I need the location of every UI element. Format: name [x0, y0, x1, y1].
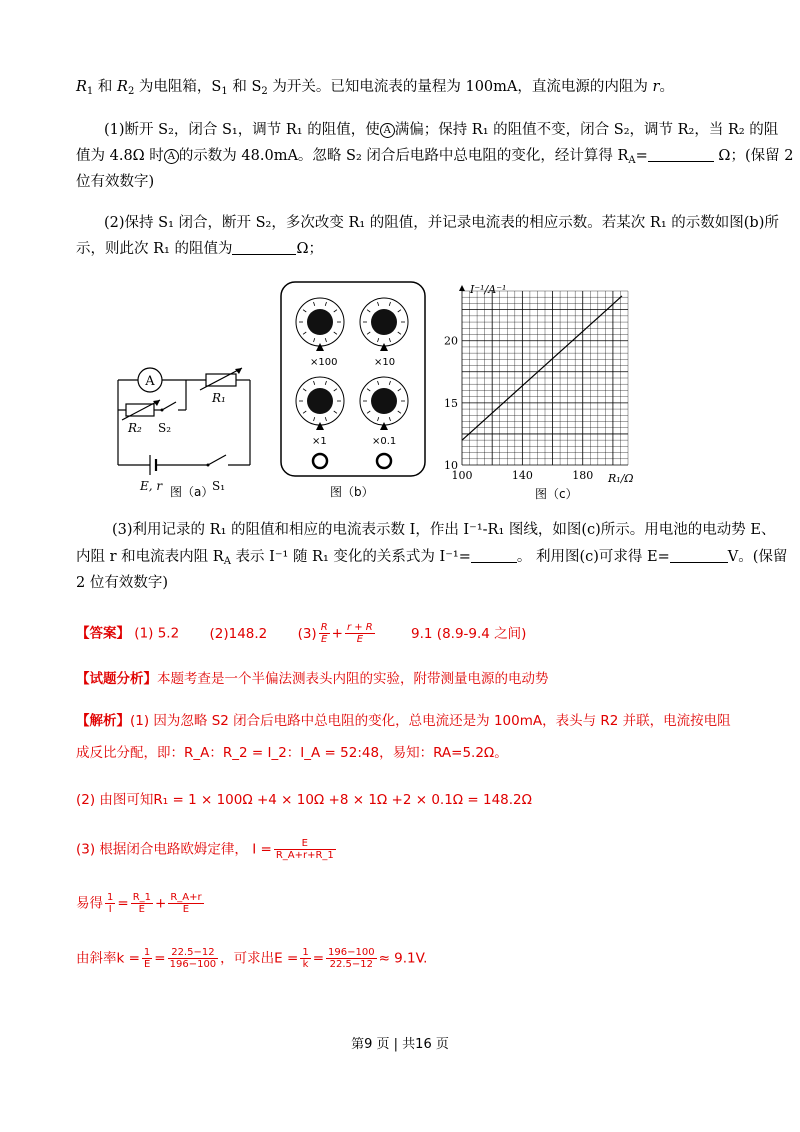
- equals-sign: =: [312, 950, 324, 967]
- solution-text: I =: [252, 841, 272, 858]
- x-tick-label: 100: [451, 469, 473, 482]
- q3-line1: [112, 520, 776, 540]
- ammeter-label: A: [145, 374, 155, 389]
- text: 为开关。已知电流表的量程为 100mA，直流电源的内阻为: [267, 79, 653, 95]
- fraction: [274, 838, 336, 861]
- mult-10-label: ×10: [374, 357, 396, 368]
- q1-text: 的示数为 48.0mA。忽略 S₂ 闭合后电路中总电阻的变化，经计算得 R: [178, 148, 629, 164]
- text: 和: [93, 79, 118, 95]
- r-symbol: r: [652, 79, 660, 95]
- plus-sign: +: [155, 895, 167, 912]
- q1-text: =: [635, 148, 648, 164]
- graph-c: [436, 283, 646, 488]
- fraction: [131, 892, 153, 915]
- solution-text: (3) 根据闭合电路欧姆定律，: [76, 841, 248, 858]
- fraction: [345, 622, 375, 645]
- q3-text: V。(保留: [727, 549, 788, 565]
- denominator: 22.5−12: [329, 959, 373, 970]
- figure-a-caption: 图（a）: [170, 485, 214, 499]
- sub: 2: [261, 86, 268, 97]
- sub: A: [223, 556, 231, 567]
- resistance-box: [280, 281, 426, 477]
- denominator: E: [321, 634, 328, 645]
- figure-c-caption: 图（c）: [535, 487, 578, 501]
- equals-sign: =: [154, 950, 166, 967]
- denominator: k: [302, 959, 309, 970]
- y-tick-label: 20: [444, 334, 458, 348]
- denominator: E: [138, 904, 145, 915]
- analysis-text: 本题考查是一个半偏法测表头内阻的实验，附带测量电源的电动势: [157, 671, 549, 687]
- q1-line3: [76, 172, 154, 192]
- numerator: 1: [302, 947, 309, 958]
- solution-text: (1) 因为忽略 S2 闭合后电路中总电阻的变化，总电流还是为 100mA，表头与 R2 并联，电流按电阻: [130, 713, 731, 729]
- q2-line2: [76, 239, 323, 259]
- circuit-diagram: [110, 350, 260, 500]
- q3-text: 内阻 r 和电流表内阻 R: [76, 549, 224, 565]
- y-tick-label: 10: [444, 459, 458, 472]
- numerator: 1: [143, 947, 151, 958]
- numerator: R_A+r: [170, 892, 202, 903]
- q2-text: 示，则此次 R₁ 的阻值为: [76, 241, 233, 257]
- page-footer: 第9 页 | 共16 页: [351, 1037, 449, 1052]
- r1-symbol: R: [76, 79, 87, 95]
- numerator: R_1: [132, 892, 151, 903]
- y-tick-label: 15: [444, 396, 458, 410]
- s2-label: S₂: [158, 421, 172, 435]
- answer-blank[interactable]: [471, 548, 517, 563]
- q1-text: (1)断开 S₂，闭合 S₁，调节 R₁ 的阻值，使: [104, 122, 380, 138]
- denominator: E: [356, 634, 364, 645]
- answer-blank[interactable]: [648, 147, 714, 162]
- denominator: I: [108, 904, 112, 915]
- q1-text: 值为 4.8Ω 时: [76, 148, 164, 164]
- solution-text: 成反比分配，即：R_A：R_2 = I_2：I_A = 52:48，易知：RA=5.2Ω。: [76, 745, 508, 761]
- fraction: [168, 947, 219, 970]
- denominator: E: [182, 904, 190, 915]
- solution-label: 【解析】: [76, 713, 130, 729]
- x-tick-label: 180: [572, 469, 594, 482]
- y-axis-arrow: [459, 285, 465, 291]
- y-axis-label: I⁻¹/A⁻¹: [470, 283, 507, 296]
- fraction: [142, 947, 152, 970]
- ammeter-icon: A: [380, 123, 395, 138]
- s1-label: S₁: [212, 479, 226, 493]
- analysis-label: 【试题分析】: [76, 671, 157, 687]
- text: 为电阻箱，S: [134, 79, 222, 95]
- mult-01-label: ×0.1: [372, 436, 397, 447]
- fraction: [319, 622, 330, 645]
- numerator: 22.5−12: [168, 947, 219, 959]
- numerator: 196−100: [328, 947, 375, 958]
- fraction: [105, 892, 115, 915]
- figure-b-caption: 图（b）: [330, 485, 374, 499]
- sub: A: [628, 155, 636, 166]
- answer-label: 【答案】: [76, 625, 130, 642]
- fraction: [326, 947, 377, 970]
- answer-line: [76, 622, 526, 645]
- q3-text: 表示 I⁻¹ 随 R₁ 变化的关系式为 I⁻¹=: [230, 549, 471, 565]
- solution-line5: [76, 892, 206, 915]
- q3-line3: [76, 573, 168, 593]
- sub: 1: [86, 86, 94, 97]
- denominator: E: [143, 959, 151, 970]
- q2-line1: [104, 213, 779, 233]
- q3-text: (3)利用记录的 R₁ 的阻值和相应的电流表示数 I，作出 I⁻¹-R₁ 图线，如图(c)所示。用电池的电动势 E、: [112, 522, 776, 538]
- answer-part: (2)148.2: [209, 625, 268, 642]
- text: 和 S: [227, 79, 262, 95]
- answer-part: (3): [297, 625, 317, 642]
- solution-text: 易得: [76, 895, 103, 912]
- q3-text: 。 利用图(c)可求得 E=: [516, 549, 670, 565]
- numerator: R: [320, 622, 328, 633]
- answer-blank[interactable]: [670, 548, 728, 563]
- answer-part: 9.1 (8.9-9.4 之间): [411, 625, 527, 642]
- solution-text: ，可求出E =: [220, 950, 299, 967]
- terminal-left[interactable]: [313, 454, 327, 468]
- solution-text: (2) 由图可知R₁ = 1 × 100Ω +4 × 10Ω +8 × 1Ω +2 × 0.1Ω = 148.2Ω: [76, 792, 532, 808]
- numerator: 1: [107, 892, 114, 903]
- x-axis-label: R₁/Ω: [608, 472, 634, 485]
- source-label: E, r: [140, 479, 163, 493]
- solution-line6: [76, 947, 427, 970]
- q2-text: (2)保持 S₁ 闭合，断开 S₂，多次改变 R₁ 的阻值，并记录电流表的相应示数。若某次 R₁ 的示数如图(b)所: [104, 215, 779, 231]
- terminal-right[interactable]: [377, 454, 391, 468]
- mult-100-label: ×100: [310, 357, 338, 368]
- denominator: 196−100: [169, 959, 217, 970]
- solution-line2: [76, 743, 508, 763]
- intro-line: [76, 77, 674, 102]
- sub: 2: [127, 86, 135, 97]
- answer-part: (1) 5.2: [134, 625, 180, 642]
- q3-text: 2 位有效数字): [76, 575, 168, 591]
- text: 。: [659, 79, 674, 95]
- q1-text: 满偏；保持 R₁ 的阻值不变，闭合 S₂，调节 R₂，当 R₂ 的阻: [394, 122, 779, 138]
- numerator: E: [274, 838, 336, 850]
- q2-text: Ω；: [296, 241, 323, 257]
- q1-line2: [76, 146, 793, 171]
- q1-text: 位有效数字): [76, 174, 155, 190]
- analysis-line: [76, 669, 549, 689]
- sub: 1: [221, 86, 228, 97]
- r2-symbol: R: [117, 79, 128, 95]
- mult-1-label: ×1: [312, 436, 327, 447]
- answer-blank[interactable]: [232, 240, 296, 255]
- fraction: [300, 947, 310, 970]
- solution-text: ≈ 9.1V.: [378, 950, 428, 967]
- solution-text: 由斜率k =: [76, 950, 140, 967]
- solution-line1: [76, 711, 731, 731]
- solution-line4: [76, 838, 338, 861]
- r1-label: R₁: [212, 391, 226, 405]
- q1-line1: [104, 120, 778, 140]
- numerator: r + R: [346, 622, 373, 633]
- q1-text: Ω；(保留 2: [713, 148, 794, 164]
- equals-sign: =: [117, 895, 129, 912]
- fraction: [168, 892, 203, 915]
- q3-line2: [76, 547, 787, 572]
- ammeter-icon: A: [164, 149, 179, 164]
- solution-line3: [76, 790, 532, 810]
- plus-sign: +: [331, 625, 343, 642]
- x-tick-label: 140: [511, 469, 533, 482]
- r2-label: R₂: [128, 421, 142, 435]
- denominator: R_A+r+R_1: [275, 850, 334, 861]
